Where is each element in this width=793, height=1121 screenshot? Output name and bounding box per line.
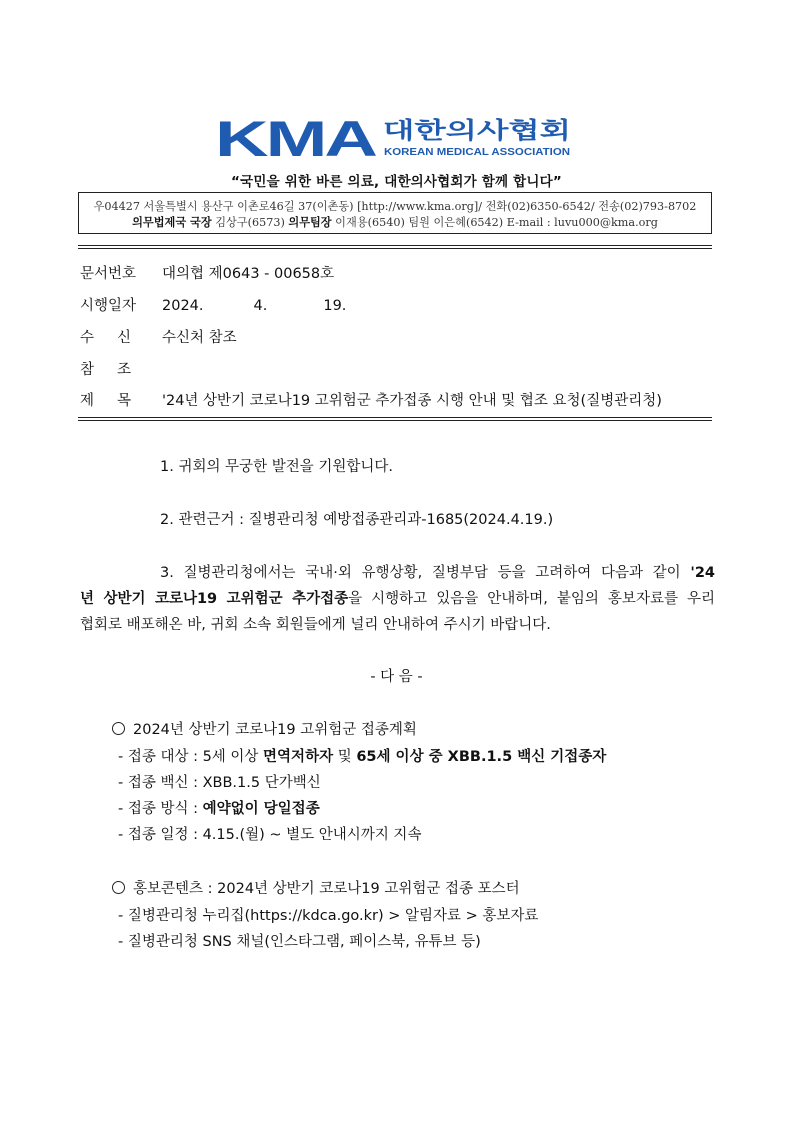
double-rule-bottom xyxy=(78,417,712,421)
doc-number: 대의협 제0643 - 00658호 xyxy=(162,266,335,282)
recipient-label: 수신 xyxy=(80,330,155,346)
date-year: 2024. xyxy=(162,298,204,314)
subject-label: 제목 xyxy=(80,393,155,409)
paragraph-3-line-3: 협회로 배포해온 바, 귀회 소속 회원들에게 널리 안내하여 주시기 바랍니다. xyxy=(80,617,551,633)
paragraph-3-line-2: 년 상반기 코로나19 고위험군 추가접종을 시행하고 있음을 안내하며, 붙임의 홍보자료를 우리 xyxy=(80,591,715,607)
motto: “국민을 위한 바른 의료, 대한의사협회가 함께 합니다” xyxy=(231,174,562,190)
meta-row-subject xyxy=(80,389,662,410)
staff-rest: 이재용(6540) 팀원 이은혜(6542) E-mail : luvu000@kma.org xyxy=(331,216,658,229)
logo-korean-text: 대한의사협회 xyxy=(383,118,517,144)
meta-row-date xyxy=(80,294,346,315)
logo-mark-text: KMA xyxy=(215,116,377,160)
paragraph-3-line-1: 3. 질병관리청에서는 국내·외 유행상황, 질병부담 등을 고려하여 다음과 같이 '24 xyxy=(160,565,715,581)
reference-label: 참조 xyxy=(80,362,155,378)
meta-row-reference xyxy=(80,358,162,379)
plan-method: - 접종 방식 : 예약없이 당일접종 xyxy=(118,801,320,817)
promo-item-website: - 질병관리청 누리집(https://kdca.go.kr) > 알림자료 > 홍보자료 xyxy=(118,908,539,924)
staff-director-name: 김상구(6573) xyxy=(211,216,289,229)
kma-logo xyxy=(215,116,575,160)
staff-label-director: 의무법제국 국장 xyxy=(132,215,212,229)
promo-item-sns: - 질병관리청 SNS 채널(인스타그램, 페이스북, 유튜브 등) xyxy=(118,934,481,950)
circle-bullet-icon xyxy=(112,722,125,735)
plan-schedule: - 접종 일정 : 4.15.(월) ~ 별도 안내시까지 지속 xyxy=(118,827,422,843)
contact-staff xyxy=(79,214,711,230)
double-rule-top xyxy=(78,245,712,249)
plan-section-title: 2024년 상반기 코로나19 고위험군 접종계획 xyxy=(112,718,417,739)
staff-label-team-lead: 의무팀장 xyxy=(288,215,332,229)
date-day: 19. xyxy=(323,298,347,314)
plan-vaccine: - 접종 백신 : XBB.1.5 단가백신 xyxy=(118,775,321,791)
date-month: 4. xyxy=(253,298,268,314)
contact-address: 우04427 서울특별시 용산구 이촌로46길 37(이촌동) [http://www.kma.org]/ 전화(02)6350-6542/ 전송(02)793-8702 xyxy=(93,200,697,213)
contact-box xyxy=(78,192,712,234)
recipient: 수신처 참조 xyxy=(162,330,237,346)
plan-target: - 접종 대상 : 5세 이상 면역저하자 및 65세 이상 중 XBB.1.5 백신 기접종자 xyxy=(118,749,607,765)
meta-row-doc-number xyxy=(80,262,334,283)
date-label: 시행일자 xyxy=(80,298,137,314)
da-eum-heading: - 다 음 - xyxy=(370,669,423,685)
paragraph-1: 1. 귀회의 무궁한 발전을 기원합니다. xyxy=(160,459,393,475)
doc-number-label: 문서번호 xyxy=(80,266,137,282)
promo-section-title: 홍보콘텐츠 : 2024년 상반기 코로나19 고위험군 접종 포스터 xyxy=(112,877,520,898)
subject: '24년 상반기 코로나19 고위험군 추가접종 시행 안내 및 협조 요청(질병관리청) xyxy=(162,393,662,409)
meta-row-recipient xyxy=(80,326,237,347)
circle-bullet-icon xyxy=(112,881,125,894)
logo-english-text: KOREAN MEDICAL ASSOCIATION xyxy=(384,146,570,158)
paragraph-2: 2. 관련근거 : 질병관리청 예방접종관리과-1685(2024.4.19.) xyxy=(160,512,554,528)
